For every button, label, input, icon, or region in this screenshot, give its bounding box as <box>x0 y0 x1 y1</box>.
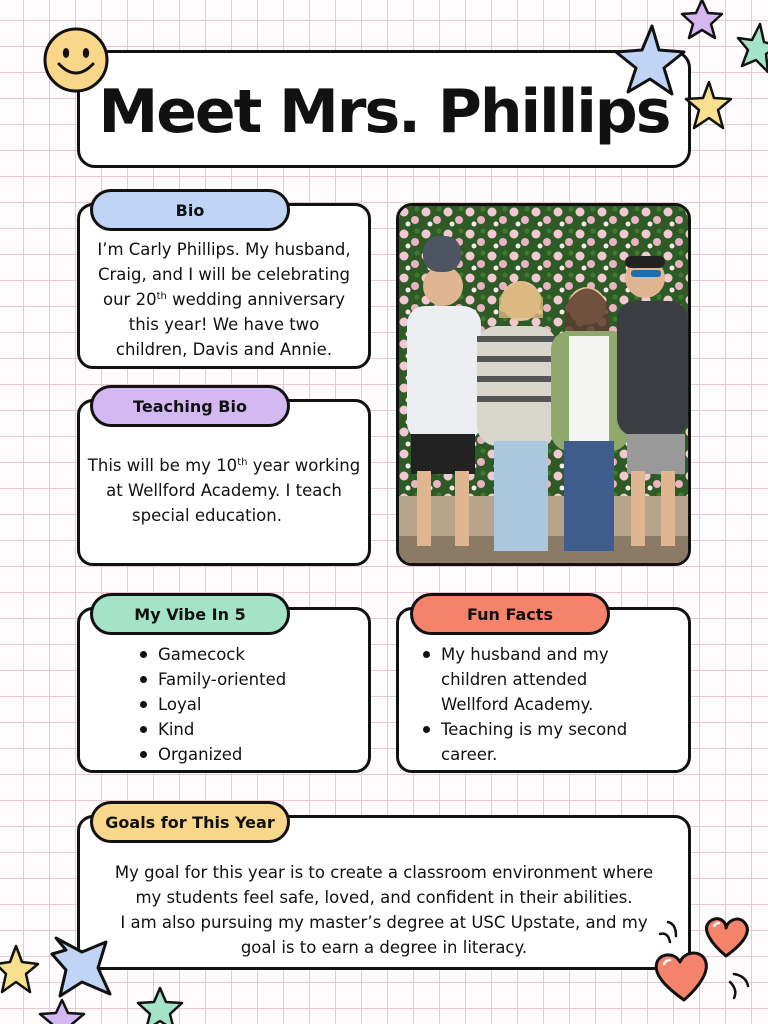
star-icon <box>0 944 40 996</box>
vibe-label: My Vibe In 5 <box>90 593 290 635</box>
star-icon <box>132 986 188 1024</box>
star-icon <box>36 998 88 1024</box>
fun-facts-list <box>419 642 627 767</box>
family-photo <box>396 203 691 566</box>
star-icon <box>52 936 112 998</box>
page-title: Meet Mrs. Phillips <box>98 77 670 147</box>
teaching-bio-text: This will be my 10th year working at Wellford Academy. I teach special education. <box>87 456 361 525</box>
list-item: Family-oriented <box>136 667 286 692</box>
fun-facts-label: Fun Facts <box>410 593 610 635</box>
star-icon <box>610 24 690 100</box>
list-item: Gamecock <box>136 642 286 667</box>
star-icon <box>738 22 768 78</box>
list-item: Organized <box>136 742 286 767</box>
teaching-bio-label: Teaching Bio <box>90 385 290 427</box>
smiley-icon <box>42 26 110 94</box>
vibe-list <box>136 642 286 767</box>
list-item: Loyal <box>136 692 286 717</box>
star-icon <box>682 80 734 134</box>
goals-label: Goals for This Year <box>90 801 290 843</box>
heart-icon <box>650 912 760 1008</box>
list-item: Kind <box>136 717 286 742</box>
bio-label: Bio <box>90 189 290 231</box>
bio-text: I’m Carly Phillips. My husband, Craig, and I will be celebrating our 20th wedding anniversary this year! We have two children, Davis and Annie. <box>97 240 351 359</box>
goals-text: My goal for this year is to create a classroom environment where my students feel safe, loved, and confident in their abilities. I am also pursuing my master’s degree at USC Upstate, and my goal is to earn a degree in literacy. <box>114 863 654 957</box>
list-item: My husband and my children attended Wellford Academy. <box>419 642 627 717</box>
family-photo-image <box>399 206 688 563</box>
title-box <box>77 50 691 168</box>
list-item: Teaching is my second career. <box>419 717 627 767</box>
